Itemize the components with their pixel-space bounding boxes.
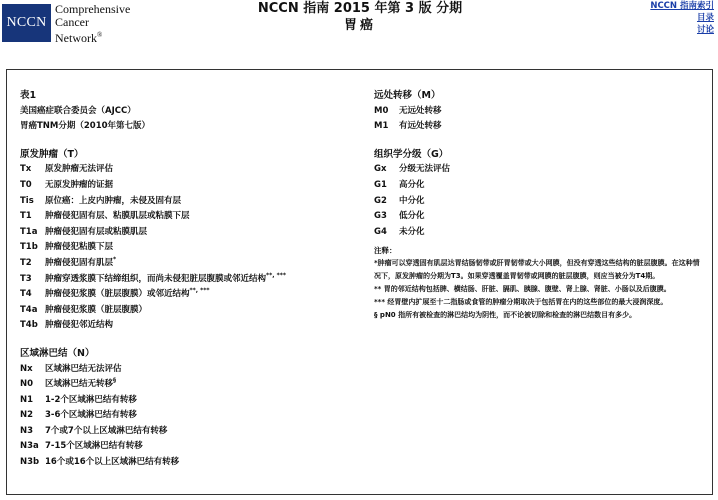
t-row-code: T0 [20,179,32,190]
n-row-desc [45,424,167,440]
n-row-code: N3b [20,457,40,468]
link-guidelines-index[interactable]: NCCN 指南索引 [650,1,714,11]
n-row-code: N0 [20,379,34,390]
g-rows [374,162,704,240]
logo-line-3-text: Network [55,31,97,45]
g-row [374,209,704,225]
t-row [20,287,360,303]
n-row-desc [45,455,179,471]
t-row-desc-text: 肿瘤侵犯邻近结构 [45,320,114,331]
g-heading: 组织学分级（G） [374,148,449,160]
t-row [20,318,360,334]
g-row-desc [399,194,425,210]
t-row-desc-text: 肿瘤侵犯固有层、粘膜肌层或粘膜下层 [45,211,190,222]
n-row-desc-text: 16个或16个以上区域淋巴结有转移 [45,457,180,468]
n-row-code: N1 [20,394,34,405]
n-row-desc-text: 7个或7个以上区域淋巴结有转移 [45,425,168,436]
t-row-desc-text: 原位癌：上皮内肿瘤，未侵及固有层 [45,195,182,206]
title-line-1: NCCN 指南 2015 年第 3 版 分期 [257,1,463,16]
t-row-desc-text: 肿瘤侵犯浆膜（脏层腹膜） [45,304,148,315]
t-row-code: T2 [20,257,32,268]
n-row-desc-text: 3-6个区域淋巴结有转移 [45,410,137,421]
notes [374,257,704,321]
t-row [20,303,360,319]
m-rows [374,104,704,135]
n-row [20,377,360,393]
t-row-desc [45,318,113,334]
g-row [374,225,704,241]
n-row-code: N2 [20,410,34,421]
n-row [20,393,360,409]
n-row [20,424,360,440]
n-row [20,408,360,424]
g-row-code: G1 [374,179,387,190]
logo-mark: NCCN [2,4,51,42]
link-discussion[interactable]: 讨论 [696,25,714,35]
logo-line-3 [55,29,130,45]
title-line-2: 胃癌 [343,18,376,33]
n-row-code: N3 [20,425,34,436]
m-row-code: M0 [374,105,389,116]
g-row-code: G2 [374,195,387,206]
n-row-desc [45,377,116,393]
logo-line-1: Comprehensive [55,2,131,16]
t-row-code: T4 [20,289,32,300]
g-row-desc-text: 低分化 [399,211,425,222]
t-row-code: T3 [20,273,32,284]
page-title [230,0,490,34]
left-column [20,88,360,471]
t-row [20,178,360,194]
t-row-footnote-mark: **, *** [189,287,210,295]
g-row-desc-text: 高分化 [399,179,425,190]
t-row-desc [45,209,190,225]
t-row-code: T4a [20,304,38,315]
t-row [20,256,360,272]
notes-title: 注释： [374,246,397,256]
t-row-code: Tis [20,195,34,206]
t-row-code: T1b [20,242,38,253]
g-row-desc [399,178,425,194]
t-row-code: T1 [20,211,32,222]
g-row-desc [399,162,450,178]
t-row-desc [45,194,181,210]
logo-line-2: Cancer [55,15,89,29]
t-row-desc-text: 肿瘤侵犯固有肌层 [45,257,114,268]
page-header [0,0,718,52]
t-row-desc [45,162,113,178]
t-heading: 原发肿瘤（T） [20,148,84,160]
g-row-desc-text: 分级无法评估 [399,164,451,175]
t-row [20,240,360,256]
m-row-desc [399,104,442,120]
g-row-code: G4 [374,226,387,237]
logo-wordmark [55,3,130,45]
t-row-footnote-mark: * [113,256,117,264]
t-row-desc-text: 无原发肿瘤的证据 [45,179,114,190]
footnote: ** 胃的邻近结构包括脾、横结肠、肝脏、膈肌、胰腺、腹壁、肾上腺、肾脏、小肠以及后腹膜。 [374,284,671,293]
registered-mark: ® [97,31,103,39]
n-row-desc-text: 区域淋巴结无转移 [45,379,114,390]
t-row-desc [45,240,113,256]
g-row-desc [399,209,425,225]
n-row [20,362,360,378]
t-row-desc [45,272,286,288]
n-row-desc [45,362,122,378]
nav-links [650,0,714,36]
t-row-desc [45,287,210,303]
table-title: 表1 [20,90,37,101]
m-row-desc-text: 有远处转移 [399,121,442,132]
t-row-desc-text: 肿瘤侵犯浆膜（脏层腹膜）或邻近结构 [45,289,190,300]
n-row-code: N3a [20,441,39,452]
t-row-desc [45,256,116,272]
t-row [20,225,360,241]
m-row [374,104,704,120]
g-row-desc [399,225,425,241]
footnote: § pN0 指所有被检查的淋巴结均为阴性，而不论被切除和检查的淋巴结数目有多少。 [374,310,637,319]
n-rows [20,362,360,471]
m-row-desc [399,119,442,135]
m-row [374,119,704,135]
g-row [374,194,704,210]
g-row [374,162,704,178]
t-row [20,209,360,225]
t-row-code: T4b [20,320,38,331]
t-row [20,194,360,210]
t-row-desc-text: 肿瘤侵犯粘膜下层 [45,242,114,253]
n-row-desc-text: 区域淋巴结无法评估 [45,363,122,374]
t-row-desc [45,225,147,241]
g-row [374,178,704,194]
t-rows [20,162,360,334]
t-row-footnote-mark: **, *** [266,271,287,279]
t-row-desc-text: 原发肿瘤无法评估 [45,164,114,175]
t-row-code: Tx [20,164,32,175]
n-row-desc [45,439,143,455]
n-row [20,439,360,455]
t-row [20,272,360,288]
g-row-code: G3 [374,211,387,222]
nccn-logo [0,2,140,44]
footnote: *肿瘤可以穿透固有肌层达胃结肠韧带或肝胃韧带或大小网膜，但没有穿透这些结构的脏层腹膜。在这种情况下，原发肿瘤的分期为T3。如果穿透覆盖胃韧带或网膜的脏层腹膜，则应当被分为T4期。 [374,259,700,281]
footnote: *** 经胃壁内扩展至十二指肠或食管的肿瘤分期取决于包括胃在内的这些部位的最大浸润深度。 [374,297,668,306]
right-column [374,88,704,321]
t-row [20,162,360,178]
n-row-desc-text: 7-15个区域淋巴结有转移 [45,441,143,452]
n-row [20,455,360,471]
n-row-desc-text: 1-2个区域淋巴结有转移 [45,394,137,405]
n-row-code: Nx [20,363,33,374]
t-row-desc [45,303,147,319]
m-row-desc-text: 无远处转移 [399,105,442,116]
t-row-desc-text: 肿瘤侵犯固有层或粘膜肌层 [45,226,148,237]
org-name: 美国癌症联合委员会（AJCC） [20,105,136,116]
table-subtitle: 胃癌TNM分期（2010年第七版） [20,121,151,132]
link-table-of-contents[interactable]: 目录 [696,13,714,23]
g-row-desc-text: 中分化 [399,195,425,206]
t-row-desc-text: 肿瘤穿透浆膜下结缔组织，而尚未侵犯脏层腹膜或邻近结构 [45,273,267,284]
n-row-desc [45,393,137,409]
n-heading: 区域淋巴结（N） [20,347,95,359]
m-row-code: M1 [374,121,389,132]
t-row-desc [45,178,113,194]
t-row-code: T1a [20,226,38,237]
n-row-desc [45,408,137,424]
n-row-footnote-mark: § [113,377,117,385]
m-heading: 远处转移（M） [374,90,441,101]
g-row-code: Gx [374,164,387,175]
g-row-desc-text: 未分化 [399,226,425,237]
